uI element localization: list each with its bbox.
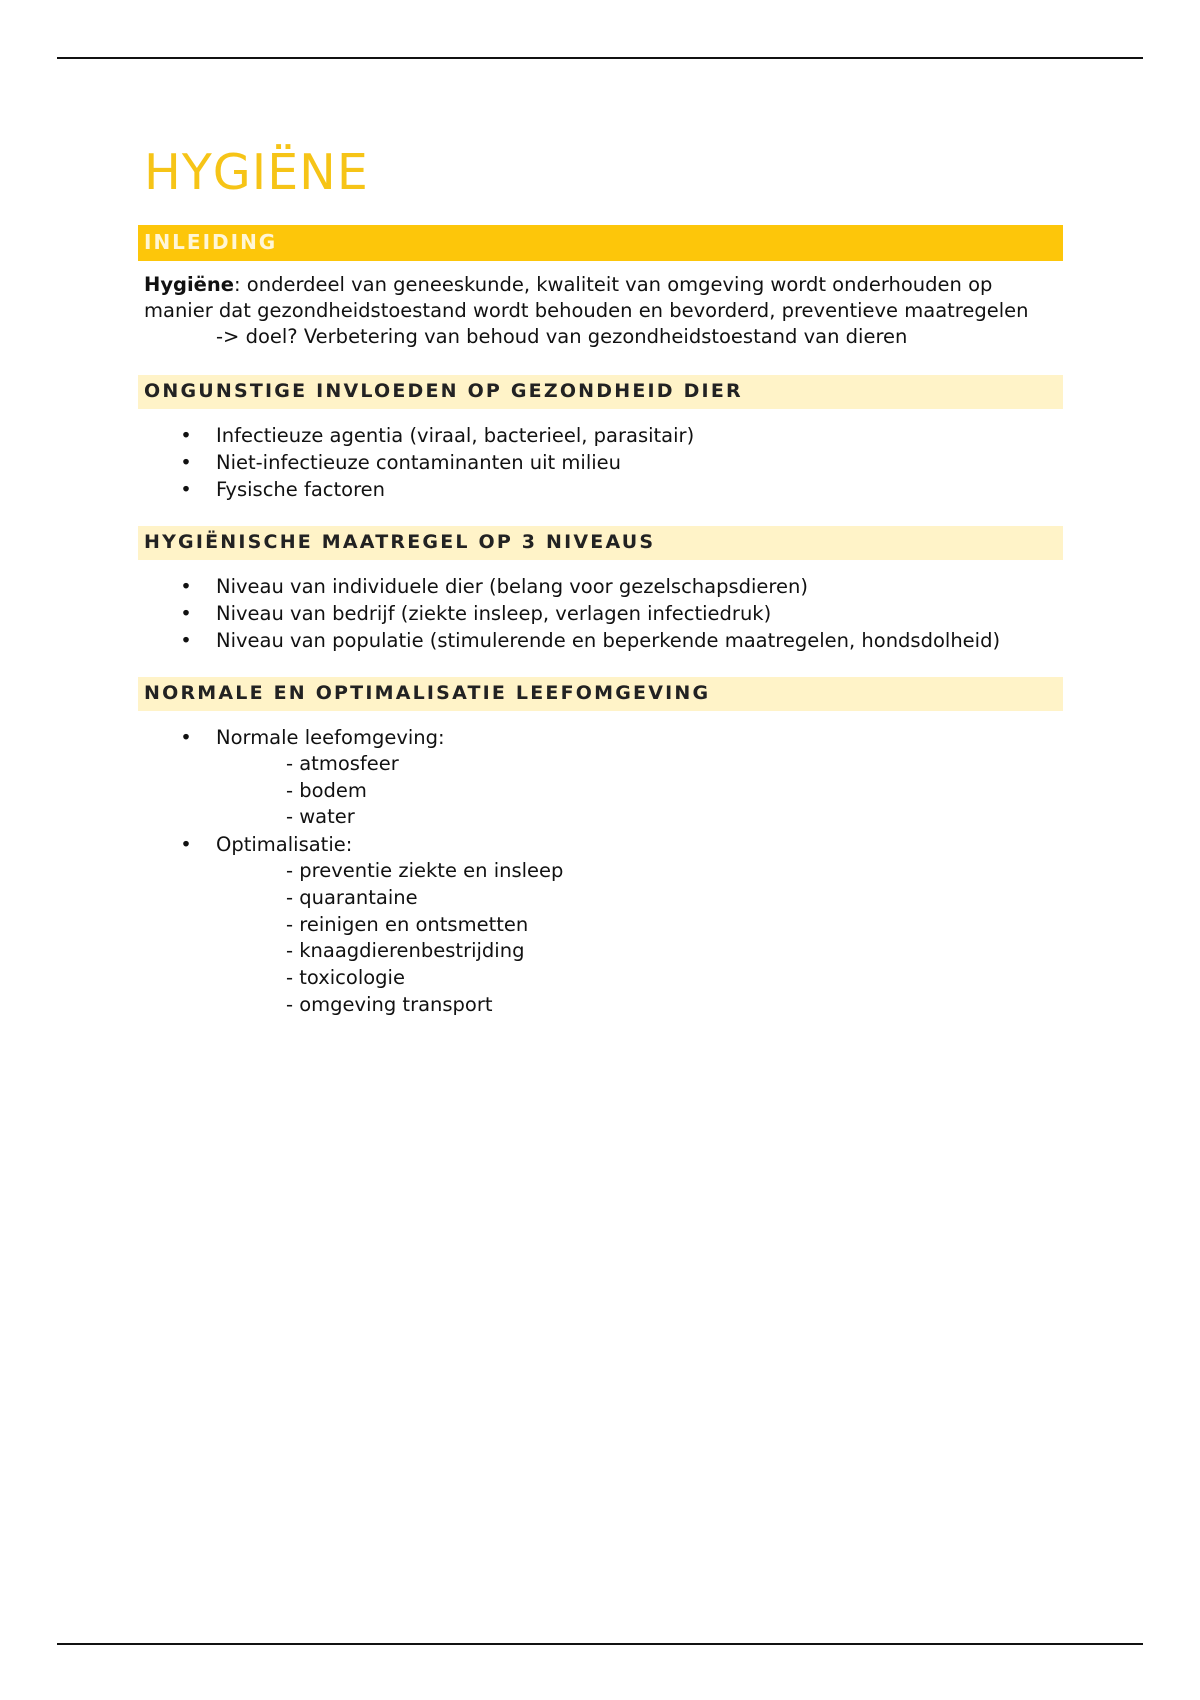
- document-body: [138, 140, 1063, 1018]
- list-item: • Normale leefomgeving: - atmosfeer - bodem - water: [138, 724, 1063, 831]
- influences-list: [138, 422, 1063, 503]
- sublist-item: - knaagdierenbestrijding: [286, 939, 525, 963]
- environment-list: [138, 724, 1063, 1018]
- bullet-icon: •: [180, 833, 192, 857]
- list-item: • Fysische factoren: [180, 478, 386, 501]
- bullet-icon: •: [180, 602, 192, 625]
- bullet-icon: •: [180, 575, 192, 598]
- section-heading-influences: ONGUNSTIGE INVLOEDEN OP GEZONDHEID DIER: [138, 375, 1063, 409]
- intro-definition-text: : onderdeel van geneeskunde, kwaliteit van omgeving wordt onderhouden op manier dat gezondheidstoestand wordt behouden en bevorderd, preventieve maatregelen: [144, 273, 1029, 322]
- sublist-item: - atmosfeer: [286, 752, 399, 775]
- bullet-icon: •: [180, 478, 192, 501]
- sublist-item: - preventie ziekte en insleep: [286, 859, 564, 883]
- list-item: • Optimalisatie: - preventie ziekte en insleep - quarantaine - reinigen en ontsmetten - knaagdierenbestrijding - toxicologie - omgeving transport: [138, 831, 1063, 1018]
- list-item: • Niveau van bedrijf (ziekte insleep, verlagen infectiedruk): [180, 602, 772, 625]
- optimisation-sublist: [216, 858, 1063, 1018]
- section-heading-intro: INLEIDING: [138, 225, 1063, 261]
- sublist-item: - quarantaine: [286, 885, 418, 909]
- sublist-item: - reinigen en ontsmetten: [286, 912, 529, 936]
- intro-term: Hygiëne: [144, 273, 235, 296]
- sublist-item: - toxicologie: [286, 965, 405, 989]
- page-title: HYGIËNE: [144, 144, 369, 201]
- list-item: • Infectieuze agentia (viraal, bacterieel, parasitair): [180, 424, 695, 447]
- sublist-item: - water: [286, 805, 355, 829]
- intro-definition: [144, 272, 1059, 324]
- section-heading-environment: NORMALE EN OPTIMALISATIE LEEFOMGEVING: [138, 677, 1063, 711]
- bullet-icon: •: [180, 629, 192, 652]
- bullet-icon: •: [180, 451, 192, 474]
- list-item: • Niveau van individuele dier (belang voor gezelschapsdieren): [180, 575, 808, 598]
- list-item: • Niveau van populatie (stimulerende en beperkende maatregelen, hondsdolheid): [180, 629, 1001, 652]
- normal-environment-sublist: [216, 751, 1063, 831]
- bullet-icon: •: [180, 424, 192, 447]
- page-header-rule: [57, 57, 1143, 59]
- sublist-item: - omgeving transport: [286, 992, 493, 1016]
- levels-list: [138, 573, 1063, 654]
- page-footer-rule: [57, 1643, 1143, 1645]
- sublist-item: - bodem: [286, 778, 367, 802]
- list-item: • Niet-infectieuze contaminanten uit milieu: [180, 451, 622, 474]
- section-heading-levels: HYGIËNISCHE MAATREGEL OP 3 NIVEAUS: [138, 526, 1063, 560]
- intro-note: -> doel? Verbetering van behoud van gezondheidstoestand van dieren: [216, 325, 908, 348]
- bullet-icon: •: [180, 726, 192, 749]
